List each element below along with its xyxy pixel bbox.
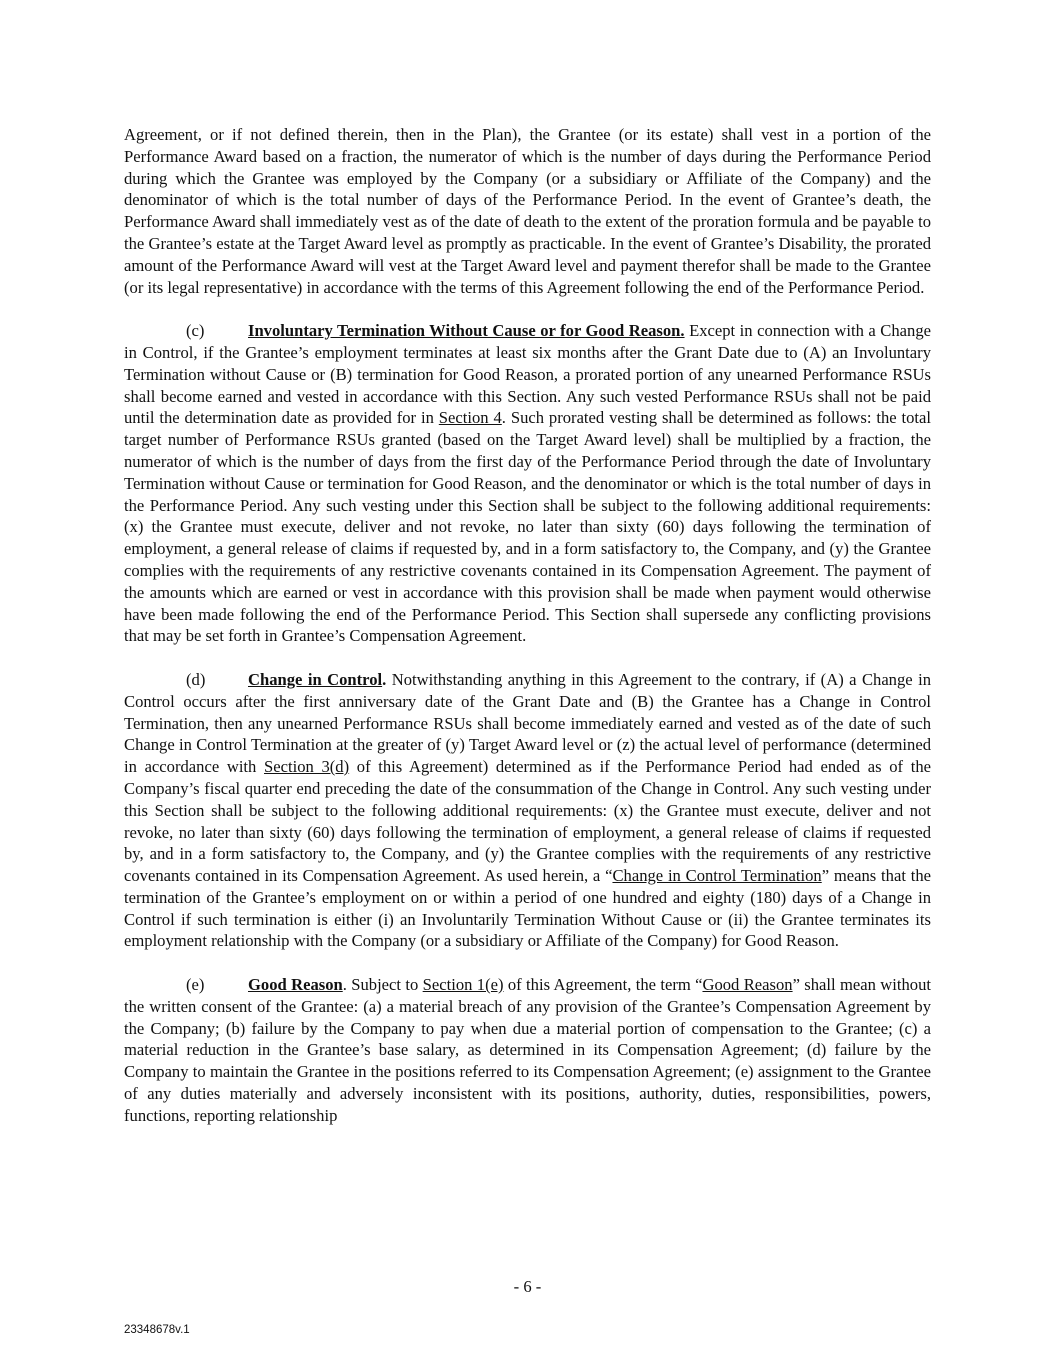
document-body: [124, 124, 931, 1148]
section-d-label: (d): [186, 669, 206, 689]
section-d-title: Change in Control: [248, 669, 383, 689]
section-3d-reference: Section 3(d): [264, 757, 350, 777]
section-e-paragraph: [124, 974, 931, 1127]
good-reason-term: Good Reason: [702, 975, 793, 995]
paragraph-b-continued: [124, 124, 931, 298]
section-e-text-2: of this Agreement, the term “: [503, 975, 703, 995]
section-c-text-1: Except in connection with a Change in Control, if the Grantee’s employment terminates at least six months after the Grant Date due to (A) an Involuntary Termination without Cause or (B) termination for Good Reason, a prorated portion of any unearned Performance RSUs shall become earned and vested in accordance with this Section. Any such vested Performance RSUs shall not be paid until the determination date as provided for in: [124, 321, 931, 428]
document-id: 23348678v.1: [124, 1324, 190, 1336]
change-in-control-termination-term: Change in Control Termination: [612, 866, 822, 886]
section-e-title: Good Reason: [248, 975, 343, 995]
section-4-reference: Section 4: [438, 408, 502, 428]
section-1e-reference: Section 1(e): [422, 975, 504, 995]
section-e-label: (e): [186, 975, 205, 995]
section-c-paragraph: [124, 320, 931, 647]
section-c-label: (c): [186, 321, 205, 341]
section-c-title: Involuntary Termination Without Cause or for Good Reason.: [248, 321, 685, 341]
section-d-paragraph: [124, 669, 931, 952]
section-d-text-3: ” means that the termination of the Grantee’s employment on or within a period of one hundred and eighty (180) days of a Change in Control if such termination is either (i) an Involuntarily Termination Without Cause or (ii) the Grantee terminates its employment relationship with the Company (or a subsidiary or Affiliate of the Company) for Good Reason.: [124, 866, 932, 951]
page-number: - 6 -: [513, 1277, 542, 1296]
section-c-text-2: . Such prorated vesting shall be determined as follows: the total target number of Performance RSUs granted (based on the Target Award level) shall be multiplied by a fraction, the numerator of which is the number of days from the first day of the Performance Period through the date of Involuntary Termination without Cause or termination for Good Reason, and the denominator or which is the total number of days in the Performance Period. Any such vesting under this Section shall be subject to the following additional requirements: (x) the Grantee must execute, deliver and not revoke, no later than sixty (60) days following the termination of employment, a general release of claims if requested by, and in a form satisfactory to, the Company, and (y) the Grantee complies with the requirements of any restrictive covenants contained in its Compensation Agreement. The payment of the amounts which are earned or vest in accordance with this provision shall be made when payment would otherwise have been made following the end of the Performance Period. This Section shall supersede any conflicting provisions that may be set forth in Grantee’s Compensation Agreement.: [124, 408, 931, 646]
section-d-text-2: of this Agreement) determined as if the Performance Period had ended as of the Company’s fiscal quarter end preceding the date of the consummation of the Change in Control. Any such vesting under this Section shall be subject to the following additional requirements: (x) the Grantee must execute, deliver and not revoke, no later than sixty (60) days following the termination of employment, a general release of claims if requested by, and in a form satisfactory to, the Company, and (y) the Grantee complies with the requirements of any restrictive covenants contained in its Compensation Agreement. As used herein, a “: [124, 757, 931, 886]
section-e-text-3: ” shall mean without the written consent of the Grantee: (a) a material breach of any provision of the Grantee’s Compensation Agreement by the Company; (b) failure by the Company to pay when due a material portion of compensation to the Grantee; (c) a material reduction in the Grantee’s base salary, as determined in its Compensation Agreement; (d) failure by the Company to maintain the Grantee in the positions referred to its Compensation Agreement; (e) assignment to the Grantee of any duties materially and adversely inconsistent with its positions, authority, duties, responsibilities, powers, functions, reporting relationship: [124, 975, 932, 1125]
paragraph-text: Agreement, or if not defined therein, then in the Plan), the Grantee (or its estate) shall vest in a portion of the Performance Award based on a fraction, the numerator of which is the number of days during the Performance Period during which the Grantee was employed by the Company (or a subsidiary or Affiliate of the Company) and the denominator of which is the total number of days of the Performance Period. In the event of Grantee’s death, the Performance Award shall immediately vest as of the date of death to the extent of the proration formula and be payable to the Grantee’s estate at the Target Award level as promptly as practicable. In the event of Grantee’s Disability, the prorated amount of the Performance Award will vest at the Target Award level and payment therefor shall be made to the Grantee (or its legal representative) in accordance with the terms of this Agreement following the end of the Performance Period.: [124, 125, 931, 297]
section-e-text-1: . Subject to: [342, 975, 423, 995]
section-d-text-1: Notwithstanding anything in this Agreement to the contrary, if (A) a Change in Control occurs after the first anniversary date of the Grant Date and (B) the Grantee has a Change in Control Termination, then any unearned Performance RSUs shall become immediately earned and vested as of the date of such Change in Control Termination at the greater of (y) Target Award level or (z) the actual level of performance (determined in accordance with: [124, 669, 931, 777]
section-d-title-period: .: [382, 669, 387, 689]
